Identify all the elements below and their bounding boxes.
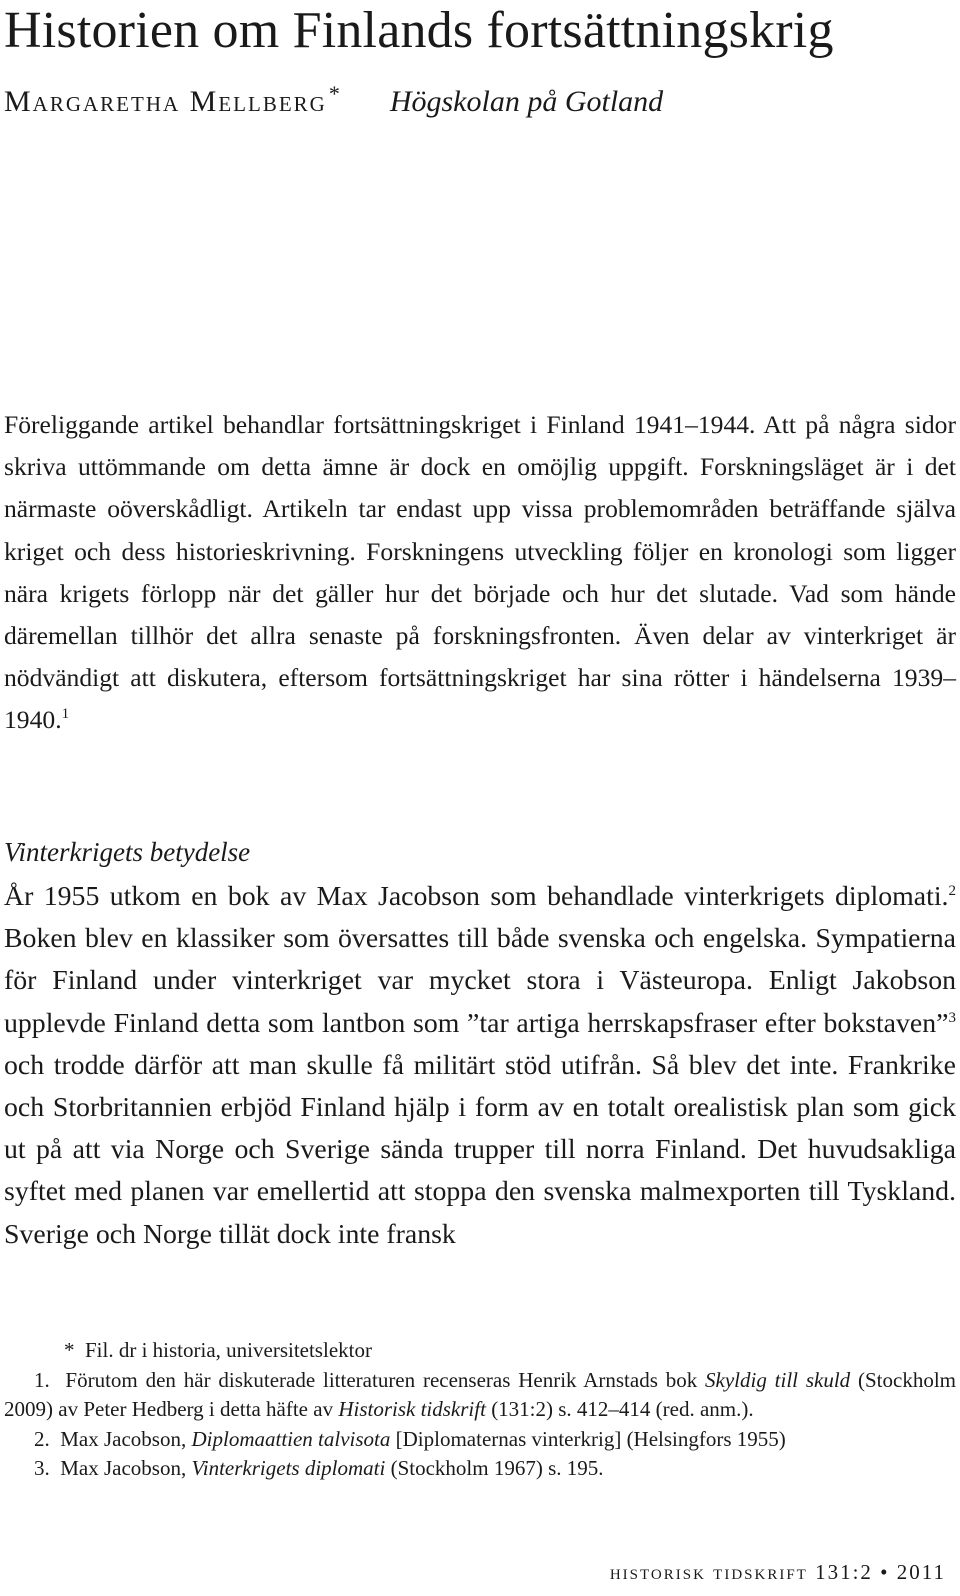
author-footnote-marker: *	[328, 81, 342, 106]
author-name	[4, 81, 342, 118]
footnote-1-text-b: (Stockholm 2009) av Peter Hedberg i detta häfte av	[4, 1367, 956, 1421]
footnote-1-marker: 1.	[34, 1367, 50, 1392]
body-text-part1: År 1955 utkom en bok av Max Jacobson som behandlade vinterkrigets diplomati.	[4, 881, 949, 912]
footnote-3	[4, 1454, 956, 1484]
footnote-3-text-a: Max Jacobson,	[60, 1456, 192, 1480]
abstract-text: Föreliggande artikel behandlar fortsättningskriget i Finland 1941–1944. Att på några sidor skriva uttömmande om detta ämne är dock en omöjlig uppgift. Forskningsläget är i det närmaste oöverskådligt. Artikeln tar endast upp vissa problemområden beträffande själva kriget och dess historieskrivning. Forskningens utveckling följer en kronologi som ligger nära krigets förlopp när det gäller hur det började och hur det slutade. Vad som hände däremellan tillhör det allra senaste på forskningsfronten. Även delar av vinterkriget är nödvändigt att diskutera, eftersom fortsättningskriget har sina rötter i händelserna 1939–1940.	[4, 410, 956, 735]
section-heading: Vinterkrigets betydelse	[4, 837, 251, 867]
footnote-ref-1: 1	[61, 706, 70, 723]
footnote-1-text-a: Förutom den här diskuterade litteraturen recenseras Henrik Arnstads bok	[65, 1367, 706, 1392]
footnote-2	[4, 1425, 956, 1455]
footnotes	[4, 1336, 956, 1484]
author-name-text: Margaretha Mellberg	[4, 85, 327, 118]
footnote-1-title-2: Historisk tidskrift	[338, 1397, 486, 1421]
footnote-ref-3: 3	[948, 1009, 956, 1026]
footnote-1-text-c: (131:2) s. 412–414 (red. anm.).	[485, 1397, 754, 1421]
footnote-3-title: Vinterkrigets diplomati	[191, 1456, 386, 1480]
body-text-part2: Boken blev en klassiker som översattes till både svenska och engelska. Sympatierna för Finland under vinterkriget var mycket stora i Västeuropa. Enligt Jakobson upplevde Finland detta som lantbon som ”tar artiga herrskapsfraser efter bokstaven”	[4, 923, 956, 1039]
footnote-2-text-b: [Diplomaternas vinterkrig] (Helsingfors 1955)	[390, 1426, 786, 1451]
author-affiliation: Högskolan på Gotland	[389, 85, 664, 118]
footnote-star-marker: *	[64, 1338, 75, 1362]
footnote-1-title-1: Skyldig till skuld	[705, 1367, 851, 1392]
body-text-part3: och trodde därför att man skulle få militärt stöd utifrån. Så blev det inte. Frankrike och Storbritannien erbjöd Finland hjälp i form av en totalt orealistisk plan som gick ut på att via Norge och Sverige sända trupper till norra Finland. Det huvudsakliga syftet med planen var emellertid att stoppa den svenska malmexporten till Tyskland. Sverige och Norge tillät dock inte fransk	[4, 1049, 956, 1250]
footnote-3-text-b: (Stockholm 1967) s. 195.	[385, 1456, 604, 1480]
footnote-star	[4, 1336, 956, 1366]
journal-footer: historisk tidskrift 131:2 • 2011	[609, 1560, 946, 1584]
body-paragraph	[4, 876, 956, 1256]
byline	[4, 82, 663, 122]
article-title: Historien om Finlands fortsättningskrig	[4, 2, 834, 59]
footnote-ref-2: 2	[948, 883, 956, 899]
footnote-star-text: Fil. dr i historia, universitetslektor	[85, 1338, 372, 1362]
abstract-paragraph	[4, 404, 956, 742]
footnote-2-text-a: Max Jacobson,	[60, 1426, 192, 1451]
footnote-3-marker: 3.	[34, 1456, 50, 1480]
footnote-2-marker: 2.	[34, 1426, 50, 1451]
footnote-2-title: Diplomaattien talvisota	[191, 1426, 391, 1451]
footnote-1	[4, 1366, 956, 1425]
